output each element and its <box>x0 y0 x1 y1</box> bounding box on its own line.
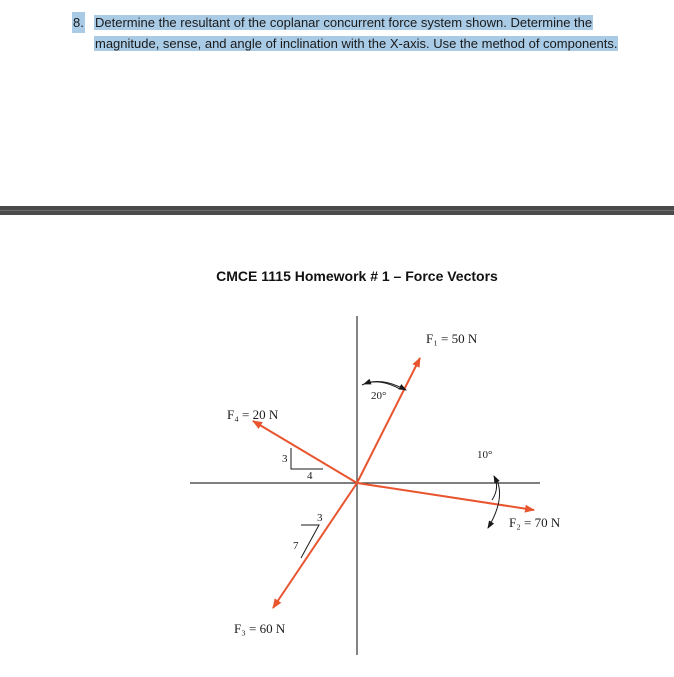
force-f4-arrow <box>253 421 357 483</box>
f1-angle-label: 20° <box>371 390 387 402</box>
f4-slope-triangle <box>291 448 323 469</box>
f4-slope-rise: 3 <box>282 453 288 465</box>
f3-slope-run: 3 <box>317 512 323 524</box>
question-line-2: magnitude, sense, and angle of inclination with the X-axis. Use the method of components. <box>95 36 618 51</box>
diagram-title: CMCE 1115 Homework # 1 – Force Vectors <box>216 268 498 284</box>
f2-angle-label: 10° <box>477 449 493 461</box>
force-f3-label: F₃ = 60 N <box>234 621 286 636</box>
force-f4-label: F₄ = 20 N <box>227 407 279 422</box>
question-number: 8. <box>72 12 85 33</box>
f3-slope-rise: 7 <box>293 540 299 552</box>
force-f1-label: F₁ = 50 N <box>426 331 478 346</box>
f4-slope-run: 4 <box>307 470 313 482</box>
force-f2-arrow <box>357 483 534 510</box>
force-f3-arrow <box>273 483 357 608</box>
force-f2-label: F₂ = 70 N <box>509 515 561 530</box>
question-line-1: Determine the resultant of the coplanar concurrent force system shown. Determine the <box>95 15 593 30</box>
force-f1-arrow <box>357 358 420 483</box>
